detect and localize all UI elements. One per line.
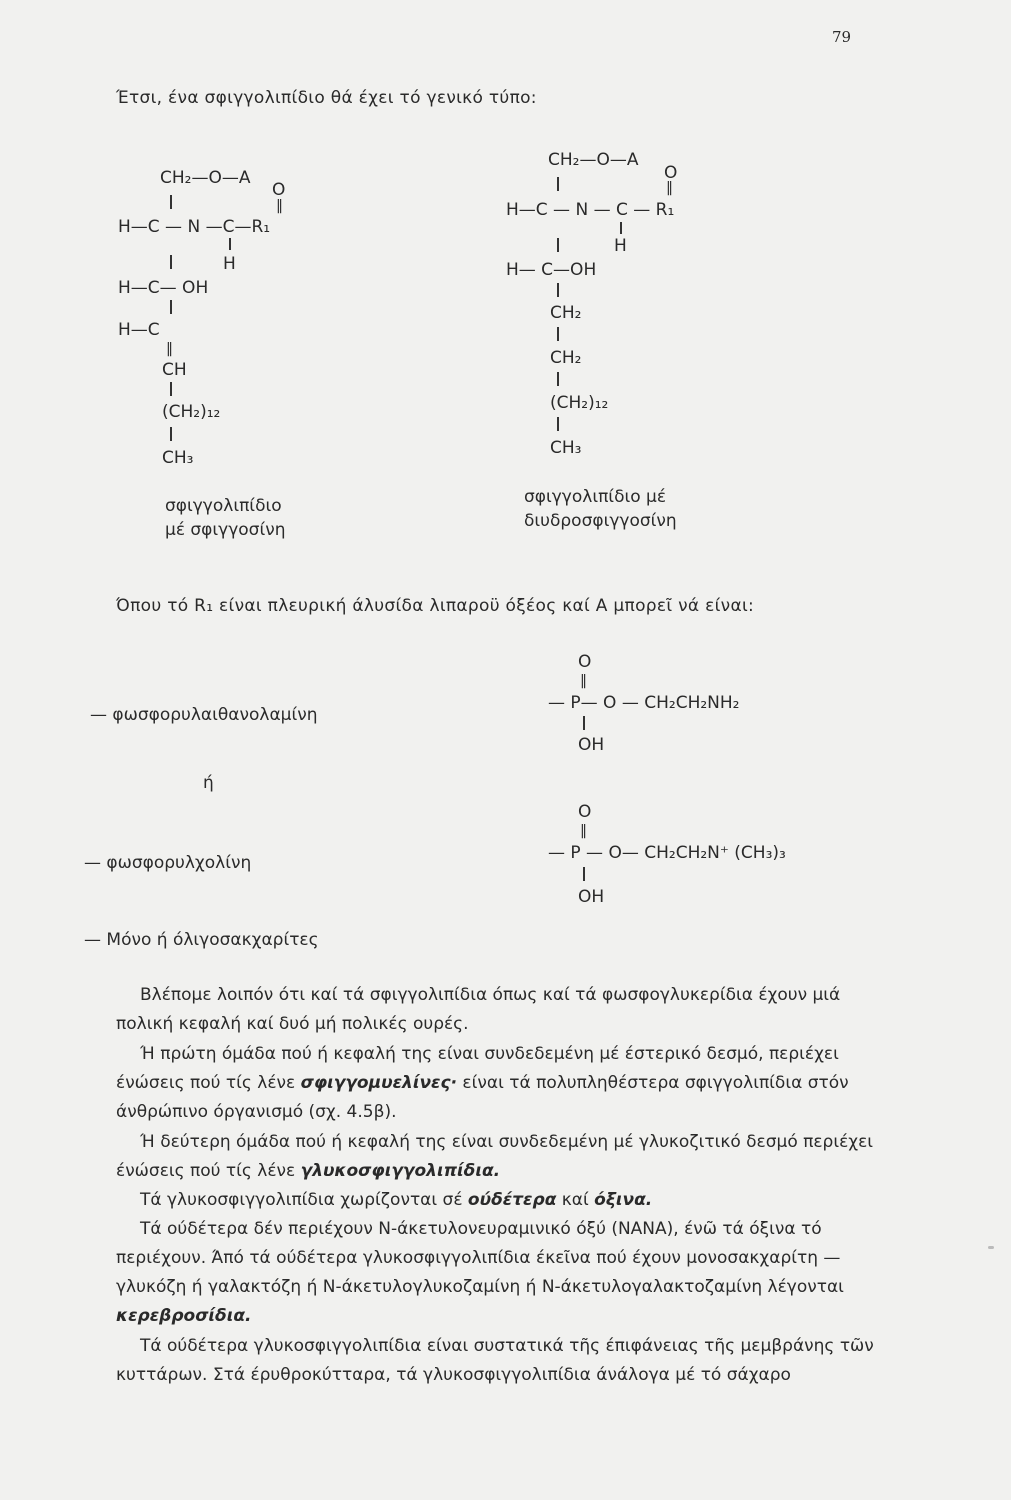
option3-label: — Μόνο ή όλιγοσακχαρίτες <box>84 930 319 950</box>
s1-double-bond-mark: ‖ <box>276 198 283 214</box>
or-word: ή <box>203 773 215 793</box>
s1-nh-hydrogen: H <box>223 254 236 274</box>
s2-row4: H— C—OH <box>506 260 597 280</box>
s1-bond <box>170 382 172 396</box>
option1-top: O <box>578 652 592 672</box>
s2-bond <box>557 417 559 431</box>
option1-double-bond-mark: ‖ <box>580 673 587 689</box>
s1-row5: H—C <box>118 320 160 340</box>
s2-row6: CH₂ <box>550 348 582 368</box>
option2-bottom: OH <box>578 887 605 907</box>
option1-bottom: OH <box>578 735 605 755</box>
option2-mid: — P — O— CH₂CH₂N⁺ (CH₃)₃ <box>548 843 786 863</box>
term-acidic: όξινα. <box>594 1190 653 1210</box>
s1-bond <box>170 255 172 269</box>
paragraph-2: Ή πρώτη όμάδα πού ή κεφαλή της είναι συνδεδεμένη μέ έστερικό δεσμό, περιέχει ένώσεις πού τίς λένε σφιγγομυελίνες· είναι τά πολυπληθέστερα σφιγγολιπίδια στόν άνθρώπινο όργανισμό (σχ. 4.5β). <box>116 1044 849 1122</box>
option2-bond <box>583 867 585 881</box>
s2-bond <box>557 283 559 297</box>
s2-carbonyl-o: O <box>664 163 678 183</box>
s1-bond <box>170 300 172 314</box>
s1-carbonyl-o: O <box>272 180 286 200</box>
s2-row7: (CH₂)₁₂ <box>550 393 609 413</box>
option2-label: — φωσφορυλχολίνη <box>84 853 252 873</box>
s2-bond <box>557 238 559 252</box>
s1-row8: CH₃ <box>162 448 194 468</box>
paragraph-1: Βλέπομε λοιπόν ότι καί τά σφιγγολιπίδια όπως καί τά φωσφογλυκερίδια έχουν μιά πολική κεφαλή καί δυό μή πολικές ουρές. <box>116 985 841 1034</box>
s2-bond <box>557 327 559 341</box>
paragraph-5: Τά ούδέτερα δέν περιέχουν Ν-άκετυλονευραμινικό όξύ (NANA), ένῶ τά όξινα τό περιέχουν. Άπό τά ούδέτερα γλυκοσφιγγολιπίδια έκεῖνα πού έχουν μονοσακχαρίτη — γλυκόζη ή γαλακτόζη ή Ν-άκετυλογλυκοζαμίνη ή Ν-άκετυλογαλακτοζαμίνη λέγονται κερεβροσίδια. <box>116 1219 844 1326</box>
s2-bond <box>620 222 622 234</box>
s1-row6: CH <box>162 360 187 380</box>
option2-top: O <box>578 802 592 822</box>
s2-bond <box>557 177 559 191</box>
paragraph-6: Τά ούδέτερα γλυκοσφιγγολιπίδια είναι συστατικά τῆς έπιφάνειας τῆς μεμβράνης τῶν κυττάρων. Στά έρυθροκύτταρα, τά γλυκοσφιγγολιπίδια άνάλογα μέ τό σάχαρο <box>116 1336 874 1385</box>
term-cerebrosides: κερεβροσίδια. <box>116 1306 252 1326</box>
page-number: 79 <box>832 28 852 46</box>
term-glycosphingolipids: γλυκοσφιγγολιπίδια. <box>300 1161 501 1181</box>
s2-caption: σφιγγολιπίδιο μέ διυδροσφιγγοσίνη <box>524 487 677 531</box>
s1-double-bond-mark: ‖ <box>166 341 173 357</box>
s1-row7: (CH₂)₁₂ <box>162 402 221 422</box>
s2-row8: CH₃ <box>550 438 582 458</box>
where-text: Όπου τό R₁ είναι πλευρική άλυσίδα λιπαροϋ όξέος καί Α μπορεῖ νά είναι: <box>116 596 755 616</box>
option1-mid: — P— O — CH₂CH₂NH₂ <box>548 693 740 713</box>
option1-bond <box>583 716 585 730</box>
term-sphingomyelins: σφιγγομυελίνες· <box>300 1073 458 1093</box>
paper-speck <box>988 1246 994 1249</box>
s1-row4: H—C— OH <box>118 278 209 298</box>
s2-row1: CH₂—O—A <box>548 150 639 170</box>
s1-caption: σφιγγολιπίδιο μέ σφιγγοσίνη <box>165 496 286 540</box>
term-neutral: ούδέτερα <box>467 1190 557 1210</box>
s2-bond <box>557 372 559 386</box>
paragraph-4: Τά γλυκοσφιγγολιπίδια χωρίζονται σέ ούδέτερα καί όξινα. <box>140 1190 653 1210</box>
s2-row5: CH₂ <box>550 303 582 323</box>
s1-row2: H—C — N —C—R₁ <box>118 217 271 237</box>
s2-double-bond-mark: ‖ <box>666 180 673 196</box>
s2-row2: H—C — N — C — R₁ <box>506 200 675 220</box>
option2-double-bond-mark: ‖ <box>580 823 587 839</box>
s1-bond <box>170 195 172 209</box>
intro-text: Έτσι, ένα σφιγγολιπίδιο θά έχει τό γενικό τύπο: <box>116 88 537 108</box>
s1-row1: CH₂—O—A <box>160 168 251 188</box>
s2-nh-hydrogen: H <box>614 236 627 256</box>
paragraph-3: Ή δεύτερη όμάδα πού ή κεφαλή της είναι συνδεδεμένη μέ γλυκοζιτικό δεσμό περιέχει ένώσεις πού τίς λένε γλυκοσφιγγολιπίδια. <box>116 1132 874 1181</box>
option1-label: — φωσφορυλαιθανολαμίνη <box>90 705 318 725</box>
s1-bond <box>170 427 172 441</box>
s1-bond <box>229 238 231 250</box>
